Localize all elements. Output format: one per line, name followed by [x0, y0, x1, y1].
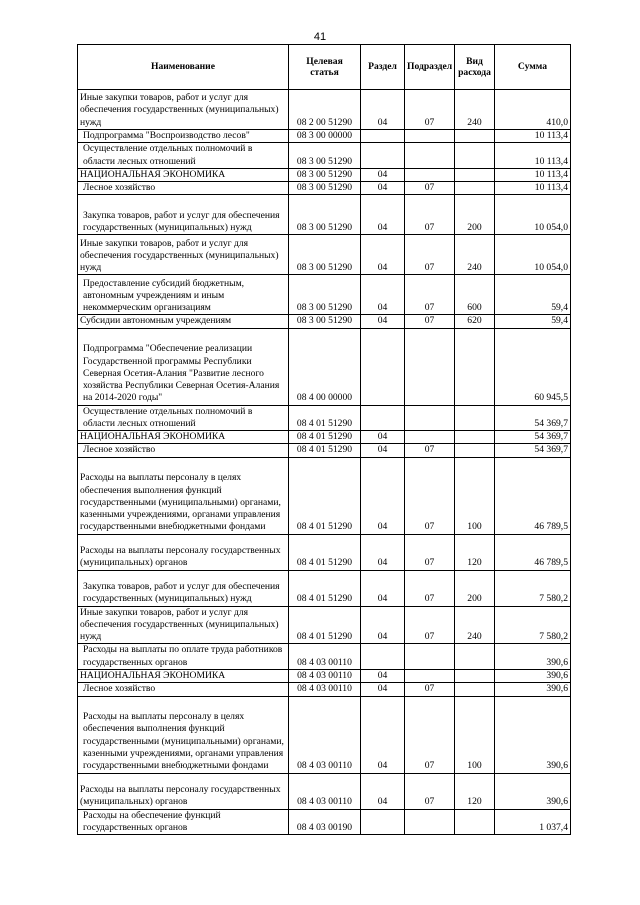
- table-cell-name: Иные закупки товаров, работ и услуг для обеспечения государственных (муниципальных) нужд: [78, 606, 289, 644]
- table-cell-expense-type: 620: [455, 315, 495, 328]
- table-row: [78, 130, 571, 143]
- table-cell-subsection: 07: [405, 534, 455, 570]
- table-row: [78, 168, 571, 181]
- table-cell-target: 08 3 00 51290: [289, 168, 361, 181]
- table-cell-subsection: [405, 168, 455, 181]
- table-cell-expense-type: [455, 168, 495, 181]
- table-cell-amount: 10 054,0: [495, 235, 571, 275]
- table-cell-expense-type: 240: [455, 90, 495, 130]
- table-cell-subsection: 07: [405, 570, 455, 606]
- table-row: [78, 809, 571, 835]
- table-cell-target: 08 3 00 51290: [289, 182, 361, 195]
- table-cell-name: Закупка товаров, работ и услуг для обеспечения государственных (муниципальных) нужд: [78, 195, 289, 235]
- table-cell-amount: 410,0: [495, 90, 571, 130]
- table-cell-expense-type: [455, 143, 495, 169]
- table-row: [78, 669, 571, 682]
- page-number: 41: [313, 31, 327, 43]
- header-target: Целевая статья: [289, 45, 361, 90]
- table-cell-subsection: 07: [405, 457, 455, 534]
- table-cell-subsection: [405, 644, 455, 670]
- table-cell-name: НАЦИОНАЛЬНАЯ ЭКОНОМИКА: [78, 168, 289, 181]
- table-cell-expense-type: 120: [455, 773, 495, 809]
- table-cell-expense-type: 100: [455, 696, 495, 773]
- table-cell-subsection: 07: [405, 606, 455, 644]
- table-cell-target: 08 4 03 00110: [289, 683, 361, 696]
- table-cell-name: Расходы на выплаты персоналу в целях обеспечения выполнения функций государственными (муниципальными) органами, казенными учреждениями, органами управления государственными внебюджетными фондами: [78, 696, 289, 773]
- table-cell-expense-type: [455, 182, 495, 195]
- table-cell-section: 04: [361, 773, 405, 809]
- table-cell-target: 08 4 01 51290: [289, 606, 361, 644]
- table-row: [78, 315, 571, 328]
- table-cell-subsection: 07: [405, 444, 455, 457]
- table-cell-expense-type: [455, 444, 495, 457]
- table-cell-target: 08 3 00 51290: [289, 235, 361, 275]
- table-cell-section: 04: [361, 457, 405, 534]
- table-cell-amount: 10 113,4: [495, 168, 571, 181]
- table-row: [78, 773, 571, 809]
- table-cell-expense-type: [455, 683, 495, 696]
- table-cell-section: [361, 809, 405, 835]
- table-row: [78, 534, 571, 570]
- table-cell-target: 08 3 00 51290: [289, 315, 361, 328]
- table-header-row: [78, 45, 571, 90]
- header-name: Наименование: [78, 45, 289, 90]
- table-cell-subsection: 07: [405, 315, 455, 328]
- table-cell-section: 04: [361, 275, 405, 315]
- table-row: [78, 275, 571, 315]
- table-row: [78, 457, 571, 534]
- table-cell-subsection: 07: [405, 275, 455, 315]
- table-cell-subsection: [405, 130, 455, 143]
- table-row: [78, 570, 571, 606]
- table-cell-amount: 390,6: [495, 773, 571, 809]
- table-cell-expense-type: [455, 130, 495, 143]
- table-cell-target: 08 3 00 00000: [289, 130, 361, 143]
- table-cell-section: 04: [361, 669, 405, 682]
- table-cell-target: 08 4 03 00110: [289, 644, 361, 670]
- table-cell-name: Осуществление отдельных полномочий в области лесных отношений: [78, 143, 289, 169]
- table-row: [78, 195, 571, 235]
- table-cell-section: 04: [361, 182, 405, 195]
- header-amount: Сумма: [495, 45, 571, 90]
- table-cell-section: [361, 143, 405, 169]
- table-cell-amount: 10 113,4: [495, 143, 571, 169]
- table-cell-name: Закупка товаров, работ и услуг для обеспечения государственных (муниципальных) нужд: [78, 570, 289, 606]
- table-cell-subsection: 07: [405, 696, 455, 773]
- table-cell-subsection: 07: [405, 683, 455, 696]
- budget-table: [77, 44, 571, 835]
- table-cell-section: 04: [361, 168, 405, 181]
- table-cell-expense-type: 120: [455, 534, 495, 570]
- table-row: [78, 143, 571, 169]
- table-cell-target: 08 4 00 00000: [289, 328, 361, 405]
- table-cell-name: Расходы на выплаты персоналу государственных (муниципальных) органов: [78, 773, 289, 809]
- table-cell-target: 08 4 01 51290: [289, 405, 361, 431]
- table-cell-section: 04: [361, 606, 405, 644]
- table-cell-name: Иные закупки товаров, работ и услуг для обеспечения государственных (муниципальных) нужд: [78, 235, 289, 275]
- table-cell-subsection: 07: [405, 773, 455, 809]
- table-cell-target: 08 4 03 00110: [289, 669, 361, 682]
- table-cell-amount: 1 037,4: [495, 809, 571, 835]
- table-cell-target: 08 3 00 51290: [289, 195, 361, 235]
- table-cell-subsection: 07: [405, 182, 455, 195]
- table-cell-section: 04: [361, 235, 405, 275]
- table-cell-amount: 10 113,4: [495, 182, 571, 195]
- table-row: [78, 644, 571, 670]
- table-cell-expense-type: [455, 328, 495, 405]
- table-cell-expense-type: [455, 431, 495, 444]
- table-cell-target: 08 4 01 51290: [289, 457, 361, 534]
- table-cell-subsection: 07: [405, 235, 455, 275]
- table-cell-amount: 7 580,2: [495, 606, 571, 644]
- table-cell-section: 04: [361, 90, 405, 130]
- table-cell-section: 04: [361, 570, 405, 606]
- table-cell-target: 08 2 00 51290: [289, 90, 361, 130]
- table-cell-subsection: [405, 809, 455, 835]
- table-cell-amount: 390,6: [495, 644, 571, 670]
- table-row: [78, 90, 571, 130]
- table-row: [78, 431, 571, 444]
- table-cell-amount: 60 945,5: [495, 328, 571, 405]
- table-cell-name: Иные закупки товаров, работ и услуг для обеспечения государственных (муниципальных) нужд: [78, 90, 289, 130]
- header-expense-type: Вид расхода: [455, 45, 495, 90]
- table-cell-subsection: [405, 143, 455, 169]
- table-cell-section: 04: [361, 683, 405, 696]
- table-cell-expense-type: 240: [455, 606, 495, 644]
- table-row: [78, 235, 571, 275]
- table-cell-expense-type: 200: [455, 195, 495, 235]
- table-cell-section: [361, 644, 405, 670]
- table-cell-subsection: 07: [405, 90, 455, 130]
- table-cell-amount: 390,6: [495, 669, 571, 682]
- table-cell-expense-type: 240: [455, 235, 495, 275]
- table-cell-section: 04: [361, 315, 405, 328]
- table-row: [78, 182, 571, 195]
- table-cell-target: 08 4 01 51290: [289, 444, 361, 457]
- table-cell-name: Предоставление субсидий бюджетным, автономным учреждениям и иным некоммерческим организациям: [78, 275, 289, 315]
- table-cell-expense-type: 200: [455, 570, 495, 606]
- table-cell-expense-type: [455, 644, 495, 670]
- table-cell-target: 08 4 03 00110: [289, 696, 361, 773]
- table-cell-name: Расходы на выплаты по оплате труда работников государственных органов: [78, 644, 289, 670]
- table-cell-amount: 46 789,5: [495, 457, 571, 534]
- table-cell-expense-type: 100: [455, 457, 495, 534]
- table-row: [78, 328, 571, 405]
- table-cell-subsection: [405, 431, 455, 444]
- table-cell-expense-type: 600: [455, 275, 495, 315]
- table-body: [78, 90, 571, 835]
- table-cell-target: 08 4 01 51290: [289, 570, 361, 606]
- table-cell-name: НАЦИОНАЛЬНАЯ ЭКОНОМИКА: [78, 669, 289, 682]
- table-cell-name: Лесное хозяйство: [78, 683, 289, 696]
- table-cell-amount: 10 113,4: [495, 130, 571, 143]
- table-cell-amount: 54 369,7: [495, 444, 571, 457]
- table-cell-section: [361, 405, 405, 431]
- table-cell-subsection: [405, 405, 455, 431]
- table-row: [78, 683, 571, 696]
- table-row: [78, 444, 571, 457]
- table-cell-amount: 7 580,2: [495, 570, 571, 606]
- table-cell-section: 04: [361, 696, 405, 773]
- table-cell-amount: 54 369,7: [495, 405, 571, 431]
- table-cell-amount: 390,6: [495, 683, 571, 696]
- table-cell-amount: 54 369,7: [495, 431, 571, 444]
- table-cell-name: Расходы на выплаты персоналу государственных (муниципальных) органов: [78, 534, 289, 570]
- table-cell-target: 08 4 03 00190: [289, 809, 361, 835]
- table-cell-section: 04: [361, 534, 405, 570]
- table-cell-section: [361, 130, 405, 143]
- table-cell-name: Расходы на обеспечение функций государственных органов: [78, 809, 289, 835]
- table-cell-amount: 10 054,0: [495, 195, 571, 235]
- table-cell-name: Подпрограмма "Обеспечение реализации Государственной программы Республики Северная Осетия-Алания "Развитие лесного хозяйства Республики Северная Осетия-Алания на 2014-2020 годы": [78, 328, 289, 405]
- table-cell-target: 08 4 01 51290: [289, 431, 361, 444]
- table-cell-section: 04: [361, 431, 405, 444]
- table-cell-expense-type: [455, 405, 495, 431]
- table-cell-expense-type: [455, 669, 495, 682]
- table-cell-subsection: [405, 328, 455, 405]
- header-section: Раздел: [361, 45, 405, 90]
- table-row: [78, 405, 571, 431]
- table-cell-target: 08 3 00 51290: [289, 143, 361, 169]
- table-cell-name: Подпрограмма "Воспроизводство лесов": [78, 130, 289, 143]
- table-cell-name: Лесное хозяйство: [78, 444, 289, 457]
- table-cell-expense-type: [455, 809, 495, 835]
- header-subsection: Подраздел: [405, 45, 455, 90]
- table-cell-section: 04: [361, 195, 405, 235]
- table-cell-subsection: [405, 669, 455, 682]
- table-cell-target: 08 3 00 51290: [289, 275, 361, 315]
- table-cell-section: [361, 328, 405, 405]
- table-cell-subsection: 07: [405, 195, 455, 235]
- table-cell-amount: 59,4: [495, 315, 571, 328]
- table-cell-amount: 46 789,5: [495, 534, 571, 570]
- table-cell-amount: 59,4: [495, 275, 571, 315]
- table-row: [78, 696, 571, 773]
- table-cell-name: НАЦИОНАЛЬНАЯ ЭКОНОМИКА: [78, 431, 289, 444]
- table-cell-target: 08 4 01 51290: [289, 534, 361, 570]
- table-cell-name: Субсидии автономным учреждениям: [78, 315, 289, 328]
- table-cell-target: 08 4 03 00110: [289, 773, 361, 809]
- table-cell-name: Расходы на выплаты персоналу в целях обеспечения выполнения функций государственными (муниципальными) органами, казенными учреждениями, органами управления государственными внебюджетными фондами: [78, 457, 289, 534]
- table-cell-name: Лесное хозяйство: [78, 182, 289, 195]
- table-cell-section: 04: [361, 444, 405, 457]
- table-cell-amount: 390,6: [495, 696, 571, 773]
- table-row: [78, 606, 571, 644]
- table-cell-name: Осуществление отдельных полномочий в области лесных отношений: [78, 405, 289, 431]
